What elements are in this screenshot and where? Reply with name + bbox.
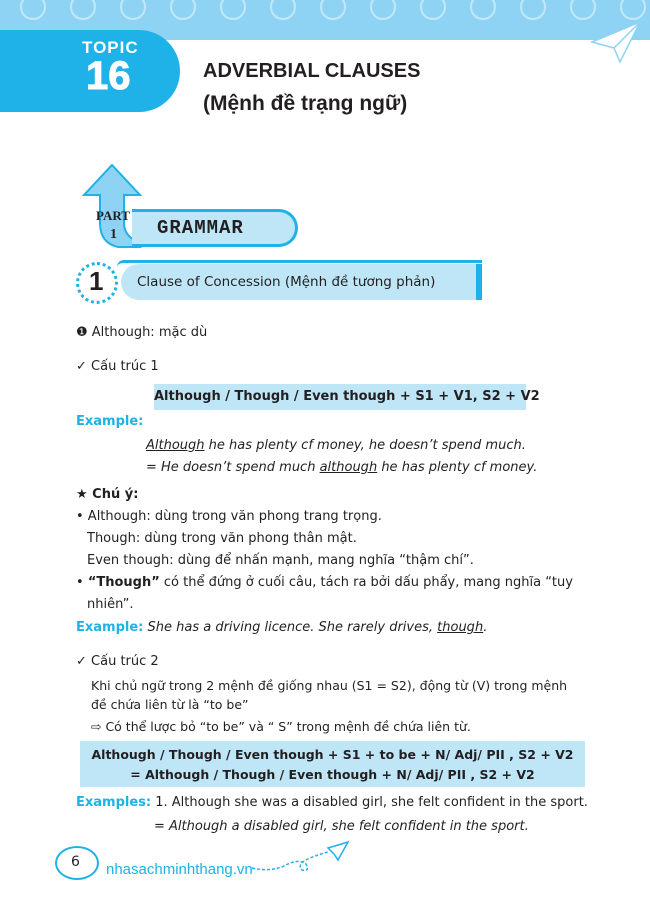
example-label: Example:	[76, 414, 144, 429]
example-text: .	[483, 620, 488, 635]
paper-plane-icon	[590, 18, 642, 64]
page-subtitle: (Mệnh đề trạng ngữ)	[203, 92, 408, 115]
note-text: có thể đứng ở cuối câu, tách ra bởi dấu phẩy, mang nghĩa “tuy	[159, 575, 573, 590]
formula-2-line-2: = Although / Though / Even though + N/ Adj/ PII , S2 + V2	[130, 767, 535, 782]
examples-line-2: = Although a disabled girl, she felt confident in the sport.	[154, 819, 529, 834]
banner-decoration	[120, 0, 146, 20]
banner-decoration	[70, 0, 96, 20]
example-text: he has plenty cf money.	[377, 460, 538, 475]
example-label: Example:	[76, 620, 144, 635]
note-line-1: • Although: dùng trong văn phong trang trọng.	[76, 509, 382, 524]
example-2	[76, 620, 487, 635]
banner-decoration	[370, 0, 396, 20]
paper-plane-trail-icon	[250, 838, 350, 878]
banner-decoration	[420, 0, 446, 20]
example-1-line-1	[146, 438, 526, 453]
structure2-line-2: đề chứa liên từ là “to be”	[91, 697, 249, 712]
note-line-2: Though: dùng trong văn phong thân mật.	[87, 531, 357, 546]
example-text: She has a driving licence. She rarely drives,	[143, 620, 438, 635]
though-keyword: “Though”	[87, 575, 160, 590]
banner-decoration	[170, 0, 196, 20]
banner-decoration	[320, 0, 346, 20]
examples-line-1	[76, 795, 588, 810]
formula-1: Although / Though / Even though + S1 + V1, S2 + V2	[154, 384, 526, 410]
formula-2	[80, 741, 585, 787]
bullet: •	[76, 575, 84, 590]
examples-label: Examples:	[76, 795, 152, 810]
website-link[interactable]: nhasachminhthang.vn	[106, 861, 253, 878]
although-heading: ❶ Although: mặc dù	[76, 325, 208, 340]
topic-label: TOPIC	[82, 38, 139, 57]
note-label: ★ Chú ý:	[76, 487, 139, 502]
underlined-conjunction: though	[437, 620, 484, 635]
banner-decoration	[520, 0, 546, 20]
banner-decoration	[220, 0, 246, 20]
structure2-line-1: Khi chủ ngữ trong 2 mệnh đề giống nhau (S1 = S2), động từ (V) trong mệnh	[91, 678, 568, 693]
note-line-4	[76, 575, 573, 590]
note-line-5: nhiên”.	[87, 597, 134, 612]
banner-decoration	[20, 0, 46, 20]
section-title: Clause of Concession (Mệnh đề tương phản)	[137, 274, 436, 290]
banner-decoration	[620, 0, 646, 20]
part-number: 1	[110, 227, 117, 242]
banner-decoration	[270, 0, 296, 20]
underlined-conjunction: although	[319, 460, 378, 475]
page-title: ADVERBIAL CLAUSES	[203, 60, 421, 82]
formula-2-line-1: Although / Though / Even though + S1 + to be + N/ Adj/ PII , S2 + V2	[91, 747, 574, 762]
topic-number: 16	[86, 54, 131, 98]
banner-decoration	[470, 0, 496, 20]
structure1-label: ✓ Cấu trúc 1	[76, 359, 159, 374]
example-text: 1. Although she was a disabled girl, she felt confident in the sport.	[151, 795, 588, 810]
banner-decoration	[570, 0, 596, 20]
underlined-conjunction: Although	[146, 438, 205, 453]
note-line-3: Even though: dùng để nhấn mạnh, mang nghĩa “thậm chí”.	[87, 553, 474, 568]
structure2-label: ✓ Cấu trúc 2	[76, 654, 159, 669]
example-1-line-2	[146, 460, 537, 475]
structure2-line-3: ⇨ Có thể lược bỏ “to be” và “ S” trong mệnh đề chứa liên từ.	[91, 719, 471, 734]
example-text: he has plenty cf money, he doesn’t spend much.	[204, 438, 526, 453]
example-text: = He doesn’t spend much	[146, 460, 320, 475]
part-label: PART	[96, 208, 130, 223]
page-number: 6	[71, 854, 80, 870]
part-title: GRAMMAR	[157, 217, 244, 239]
section-number: 1	[89, 266, 104, 296]
